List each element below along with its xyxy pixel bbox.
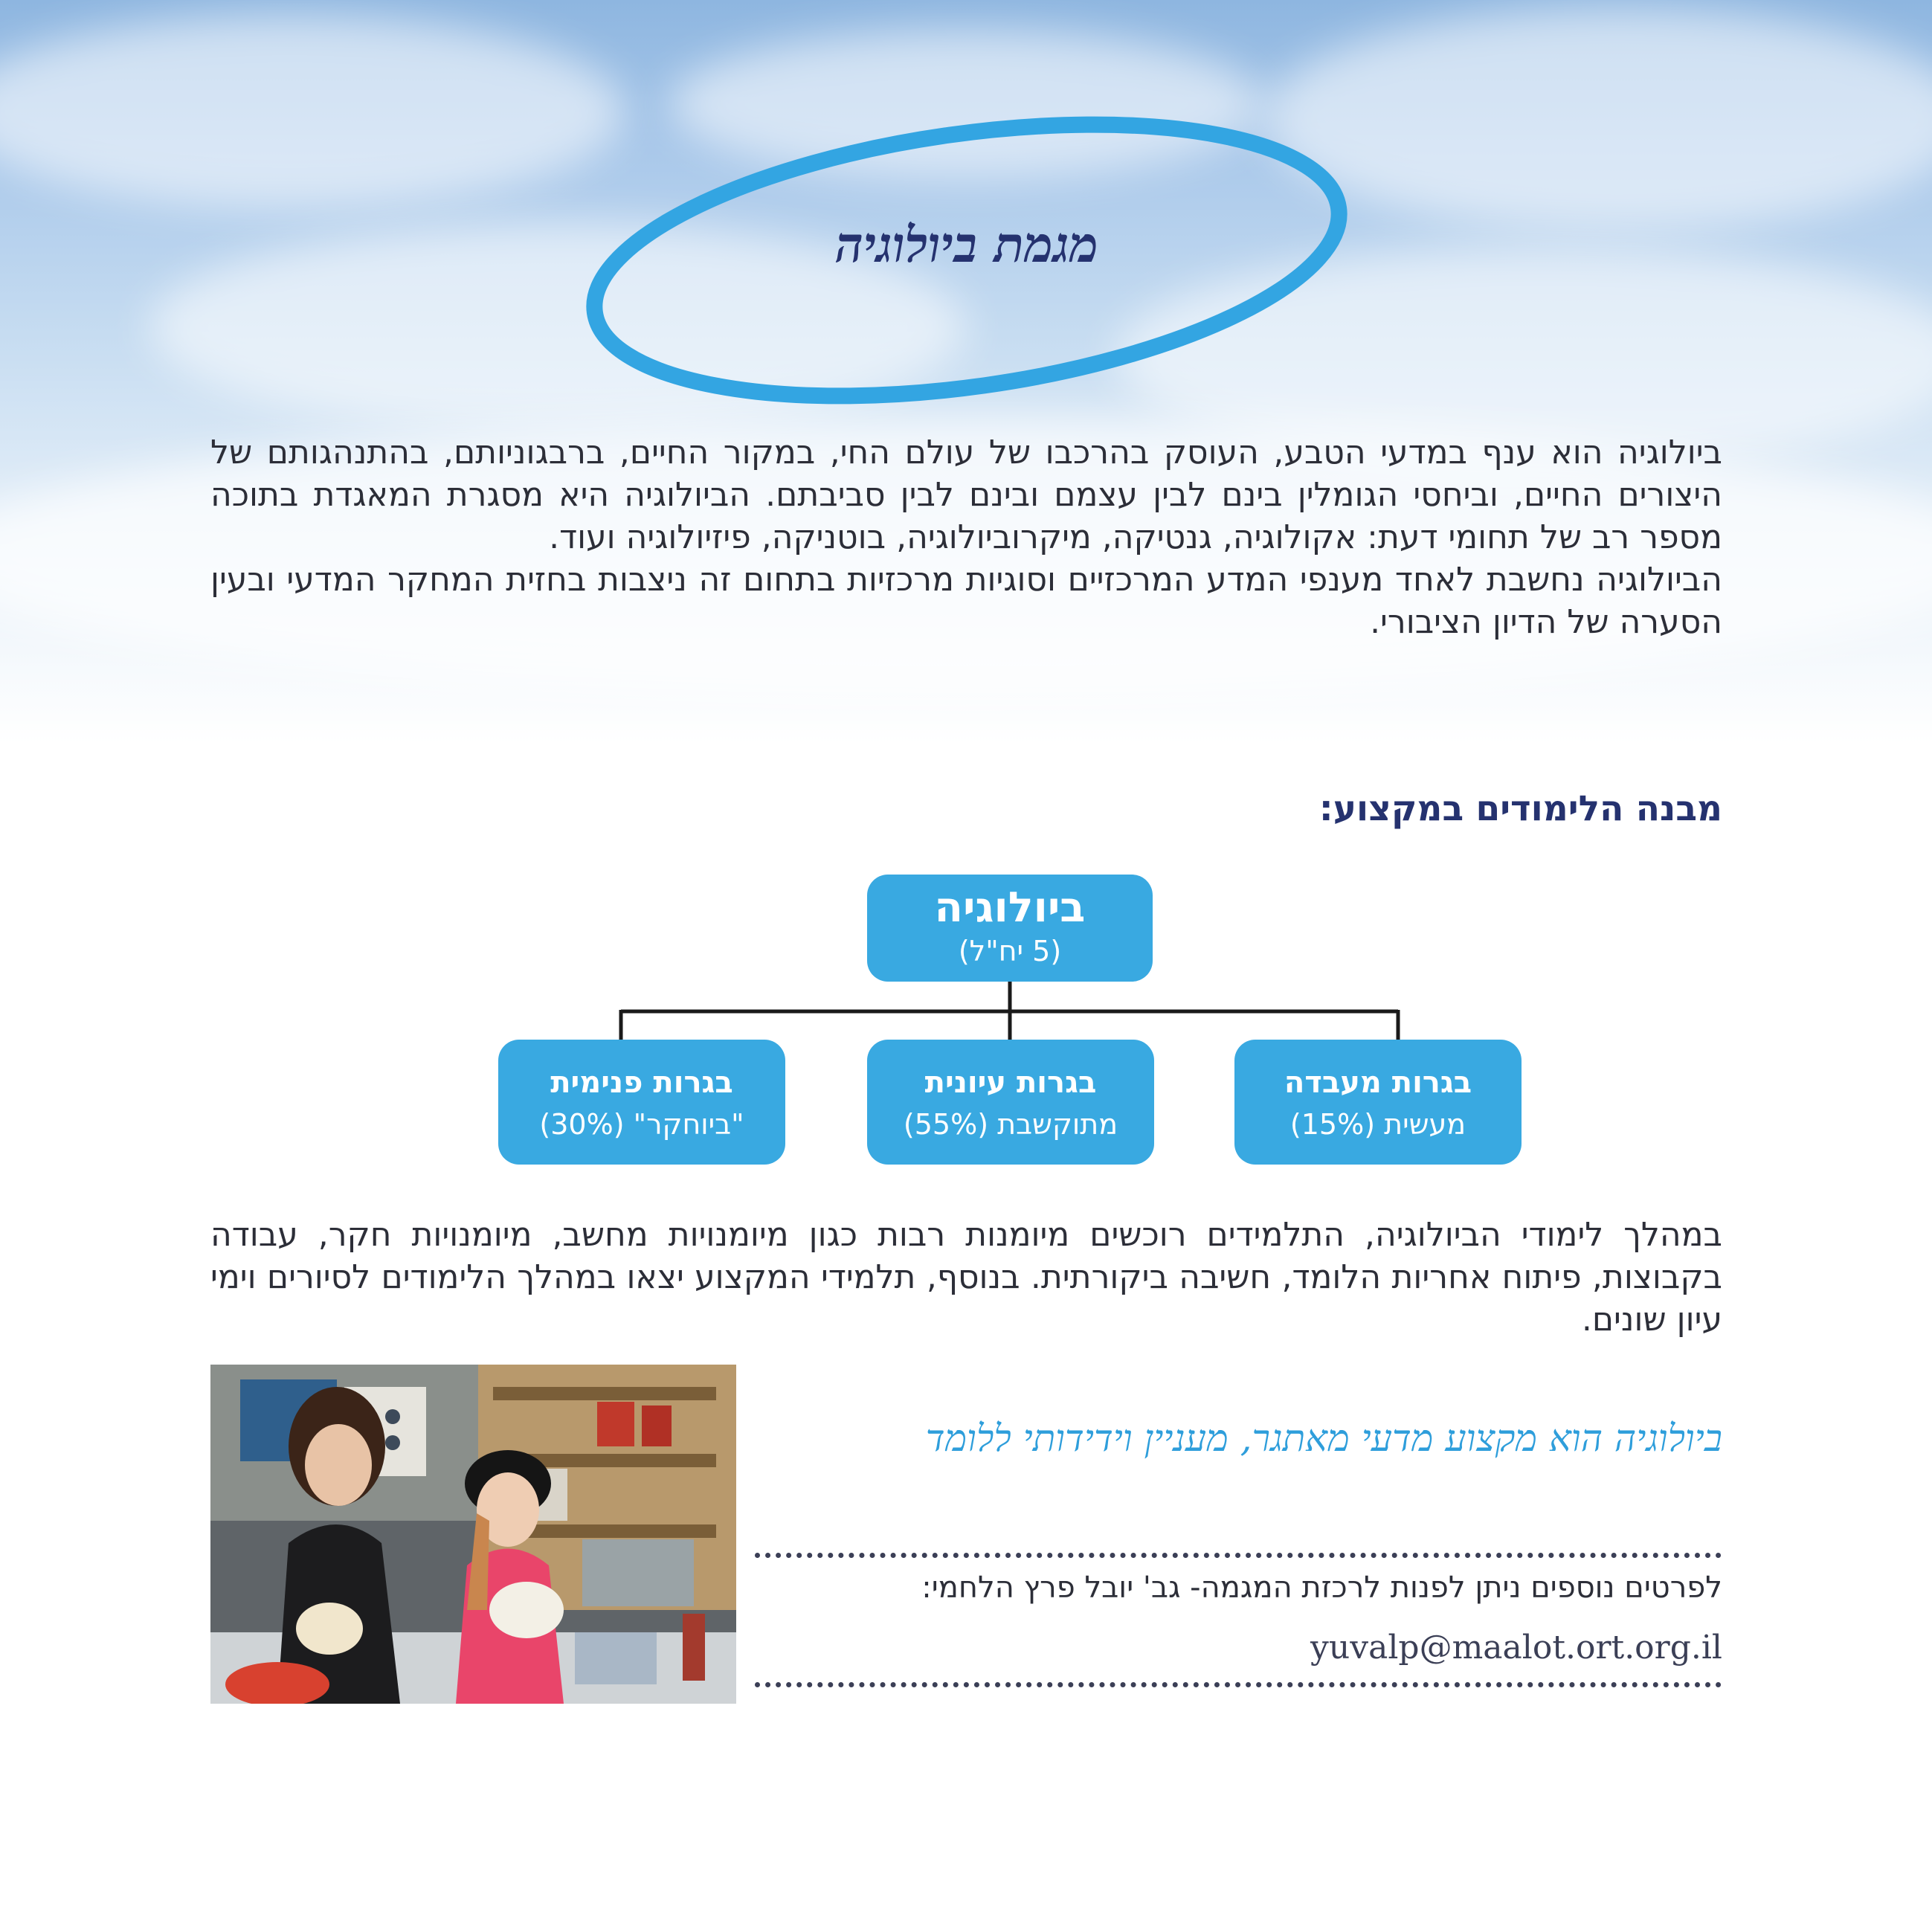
contact-email-link[interactable]: yuvalp@maalot.ort.org.il [1310, 1629, 1722, 1667]
chart-box-title: ביולוגיה [934, 883, 1086, 932]
dotted-divider-top [755, 1553, 1722, 1558]
students-lab-photo [210, 1365, 736, 1704]
skills-paragraph: במהלך לימודי הביולוגיה, התלמידים רוכשים מיומנות רבות כגון מיומנויות מחשב, מיומנויות חקר, עבודה בקבוצות, פיתוח אחריות הלומד, חשיבה ביקורתית. בנוסף, תלמידי המקצוע יצאו במהלך הלימודים לסיורים וימי עיון שונים. [210, 1216, 1722, 1339]
chart-box-internal-exam [498, 1040, 785, 1165]
chart-box-subtitle: מעשית (15%) [1289, 1108, 1466, 1141]
chart-box-subtitle: (5 יח"ל) [958, 935, 1062, 967]
intro-paragraph: ביולוגיה הוא ענף במדעי הטבע, העוסק בהרכבו של עולם החי, במקור החיים, ברבגוניותם, בהתנהגותם של היצורים החיים, וביחסי הגומלין בינם לבין עצמם ובינם לבין סביבתם. הביולוגיה היא מסגרת המאגדת בתוכה מספר רב של תחומי דעת: אקולוגיה, גנטיקה, מיקרוביולוגיה, בוטניקה, פיזיולוגיה ועוד. הביולוגיה נחשבת לאחד מענפי המדע המרכזיים וסוגיות מרכזיות בתחום זה ניצבות בחזית המחקר המדעי ובעין הסערה של הדיון הציבורי. [210, 434, 1722, 641]
chart-box-subtitle: "ביוחקר" (30%) [539, 1108, 744, 1141]
dotted-divider-bottom [755, 1682, 1722, 1687]
chart-box-subtitle: מתוקשבת (55%) [903, 1108, 1118, 1141]
page-title: מגמת ביולוגיה [834, 216, 1099, 274]
chart-box-theory-exam [867, 1040, 1154, 1165]
contact-text: לפרטים נוספים ניתן לפנות לרכזת המגמה- גב' יובל פרץ הלחמי: [921, 1571, 1722, 1605]
chart-box-biology [867, 875, 1153, 982]
structure-heading: מבנה הלימודים במקצוע: [1318, 788, 1722, 829]
chart-box-title: בגרות מעבדה [1284, 1066, 1472, 1100]
chart-box-lab-exam [1234, 1040, 1522, 1165]
chart-box-title: בגרות פנימית [550, 1066, 733, 1100]
slogan: ביולוגיה הוא מקצוע מדעי מאתגר, מעניין וידידותי ללומד [925, 1417, 1722, 1460]
chart-box-title: בגרות עיונית [924, 1066, 1097, 1100]
